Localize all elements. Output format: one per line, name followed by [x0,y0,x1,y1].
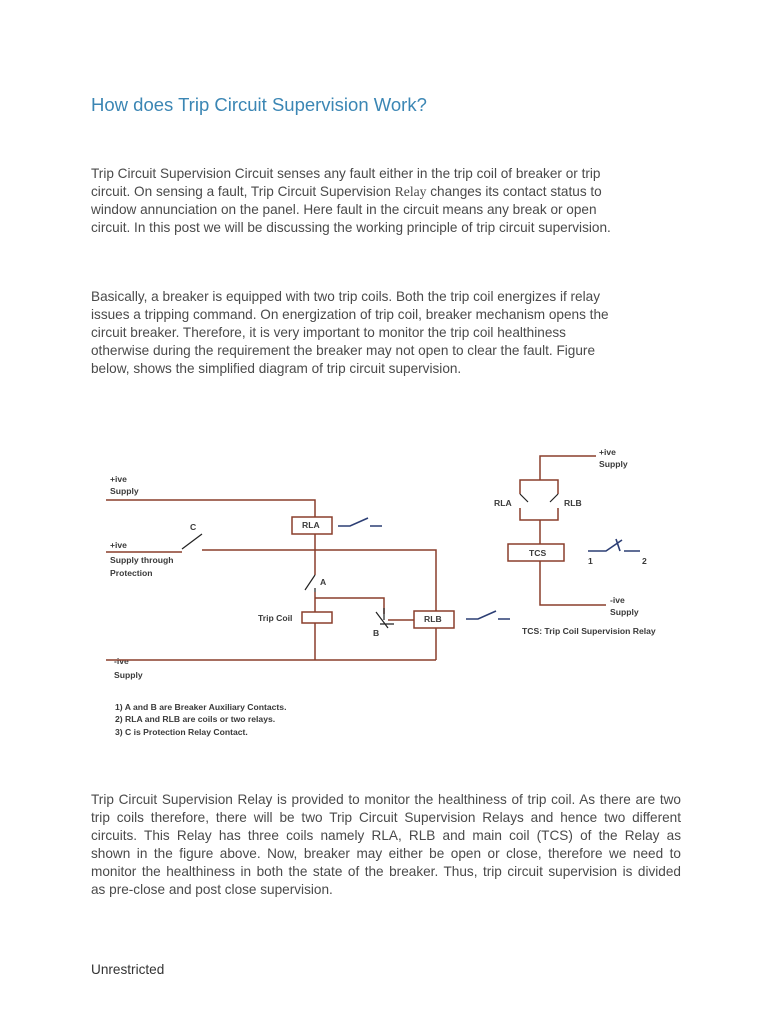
pos-supply-label: +ive [110,474,127,484]
contact-a [305,575,315,592]
parallel-top-wire [520,480,558,494]
trip-coil-label: Trip Coil [258,613,293,623]
classification-footer: Unrestricted [91,962,165,977]
parallel-bottom-wire [520,508,558,545]
right-pos-supply-label: +ive [599,447,616,457]
paragraph-line: Basically, a breaker is equipped with two trip coils. Both the trip coil energizes if relay [91,289,600,304]
rla-label: RLA [302,520,320,530]
paragraph-line: circuit. In this post we will be discussing the working principle of trip circuit supervision. [91,220,611,235]
pos-supply-label: Supply [110,486,139,496]
paragraph-line: monitor the healthiness in both the state of the breaker. Thus, trip circuit supervision is divided [91,864,681,879]
relay-link-word: Relay [394,184,427,199]
right-neg-supply-label: Supply [610,607,639,617]
tcs-contact [588,539,640,551]
contact-c [182,534,202,549]
neg-supply-label: -ive [114,656,129,666]
diagram-note: 2) RLA and RLB are coils or two relays. [115,714,276,724]
right-pos-supply-label: Supply [599,459,628,469]
paragraph-line: circuit breaker. Therefore, it is very important to monitor the trip coil healthiness [91,325,566,340]
contact-b [376,608,394,628]
contact-b-label: B [373,628,380,638]
terminal-2-label: 2 [642,556,647,566]
parallel-contacts [520,494,558,502]
paragraph-line: circuits. This Relay has three coils namely RLA, RLB and main coil (TCS) of the Relay as [91,828,681,843]
tcs-label: TCS [529,548,547,558]
rla-relay-contact [338,518,382,526]
paragraph-line: window annunciation on the panel. Here fault in the circuit means any break or open [91,202,597,217]
paragraph-line: Trip Circuit Supervision Relay is provided to monitor the healthiness of trip coil. As there are two [91,792,681,807]
paragraph-line: trip coils therefore, there will be two Trip Circuit Supervision Relays and hence two different [91,810,681,825]
rlb-label: RLB [424,614,442,624]
diagram-note: 1) A and B are Breaker Auxiliary Contacts. [115,702,287,712]
diagram-note: 3) C is Protection Relay Contact. [115,727,248,737]
contact-c-label: C [190,522,197,532]
page-title: How does Trip Circuit Supervision Work? [91,94,427,115]
contact-a-label: A [320,577,327,587]
paragraph-line: issues a tripping command. On energization of trip coil, breaker mechanism opens the [91,307,609,322]
paragraph-line: shown in the figure above. Now, breaker may either be open or close, therefore we need to [91,846,681,861]
rlb-relay-contact [466,611,510,619]
terminal-1-label: 1 [588,556,593,566]
tcs-caption: TCS: Trip Coil Supervision Relay [522,626,656,636]
paragraph-line: Trip Circuit Supervision Circuit senses any fault either in the trip coil of breaker or trip [91,166,601,181]
right-rla-label: RLA [494,498,512,508]
pos-supply-protection-label: Protection [110,568,153,578]
trip-coil-box [302,612,332,623]
paragraph-line: otherwise during the requirement the breaker may not open to clear the fault. Figure [91,343,596,358]
right-rlb-label: RLB [564,498,582,508]
pos-supply-protection-label: +ive [110,540,127,550]
neg-supply-label: Supply [114,670,143,680]
pos-supply-wire [106,500,315,520]
right-neg-supply-label: -ive [610,595,625,605]
pos-supply-protection-label: Supply through [110,555,174,565]
tcs-down-wire [540,561,606,605]
paragraph-line: circuit. On sensing a fault, Trip Circuit Supervision Relay changes its contact status to [91,184,602,199]
right-pos-supply-wire [540,456,596,480]
paragraph-line: as pre-close and post close supervision. [91,882,333,897]
paragraph-tcs-relay [91,791,681,899]
paragraph-line: below, shows the simplified diagram of trip circuit supervision. [91,361,462,376]
